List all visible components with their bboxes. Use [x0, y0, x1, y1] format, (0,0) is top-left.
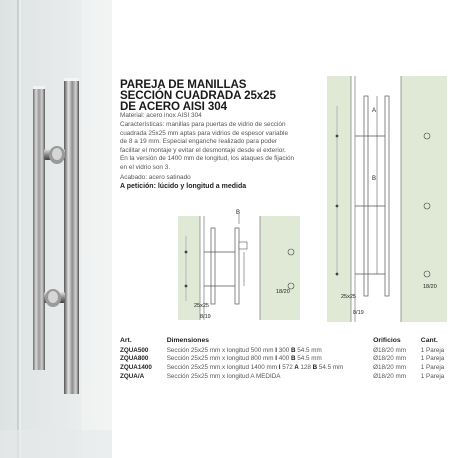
cell-orificios: Ø18/20 mm [373, 346, 406, 354]
caracteristicas-line-5: En la versión de 1400 mm de longitud, los ataques de fijación [120, 155, 295, 163]
table-row [120, 355, 450, 364]
header-art: Art. [120, 337, 132, 344]
table-body [120, 346, 450, 380]
section-label-2: 25x25 [341, 294, 356, 300]
product-title-line-3: DE ACERO AISI 304 [120, 100, 227, 113]
glass-label-2: 18/20 [423, 284, 437, 290]
caracteristicas-line-3: de 8 a 19 mm. Especial enganche realizado para poder [120, 138, 278, 146]
cell-cant: 1 Pareja [420, 363, 445, 371]
peticion-text: A petición: lúcido y longitud a medida [120, 183, 247, 190]
cell-art: ZQUA800 [120, 355, 149, 363]
product-table [120, 337, 450, 380]
technical-drawing-short [178, 206, 318, 324]
caracteristicas-line-6: en el vidrio son 3. [120, 164, 171, 171]
thickness-label-1: 8/19 [200, 314, 211, 320]
cell-orificios: Ø18/20 mm [373, 355, 406, 363]
product-title-line-1: PAREJA DE MANILLAS [120, 78, 247, 91]
table-header [120, 337, 450, 346]
caracteristicas-line-1: Características: manillas para puertas de vidrio de sección [120, 121, 286, 128]
cell-cant: 1 Pareja [420, 346, 445, 354]
header-orificios: Orificios [373, 337, 401, 344]
technical-drawing-long [327, 76, 447, 322]
cell-dimensiones: Sección 25x25 mm x longitud 500 mm I 300 B 54.5 mm [166, 346, 322, 354]
cell-art: ZQUA/A [120, 372, 145, 380]
cell-dimensiones: Sección 25x25 mm x longitud 800 mm I 400 B 54.5 mm [166, 355, 322, 363]
material-text: Material: acero inox AISI 304 [120, 112, 202, 119]
cell-orificios: Ø18/20 mm [373, 363, 406, 371]
cell-art: ZQUA1400 [120, 363, 152, 371]
cell-dimensiones: Sección 25x25 mm x longitud 1400 mm I 572 A 128 B 54.5 mm [166, 363, 344, 371]
caracteristicas-line-4: facilitar el montaje y evitar el desmontaje desde el exterior. [120, 146, 286, 154]
acabado-text: Acabado: acero satinado [120, 174, 191, 181]
header-cant: Cant. [420, 337, 438, 344]
caracteristicas-line-2: cuadrada 25x25 mm aptas para vidrios de espesor variable [120, 129, 289, 137]
thickness-label-2: 8/19 [353, 310, 364, 316]
table-row [120, 372, 450, 381]
dim-a-label: A [372, 108, 377, 114]
cell-cant: 1 Pareja [420, 355, 445, 363]
cell-art: ZQUA500 [120, 346, 149, 354]
cell-dimensiones: Sección 25x25 mm x longitud A MEDIDA [166, 372, 281, 380]
section-label-1: 25x25 [194, 303, 209, 309]
dim-b-label-2: B [372, 176, 377, 182]
dim-b-label-1: B [236, 210, 241, 216]
cell-orificios: Ø18/20 mm [373, 372, 406, 380]
table-row [120, 363, 450, 372]
header-dimensiones: Dimensiones [166, 337, 210, 344]
cell-cant: 1 Pareja [420, 372, 445, 380]
table-row [120, 346, 450, 355]
glass-label-1: 18/20 [276, 289, 290, 295]
product-title-line-2: SECCIÓN CUADRADA 25x25 [120, 89, 276, 102]
